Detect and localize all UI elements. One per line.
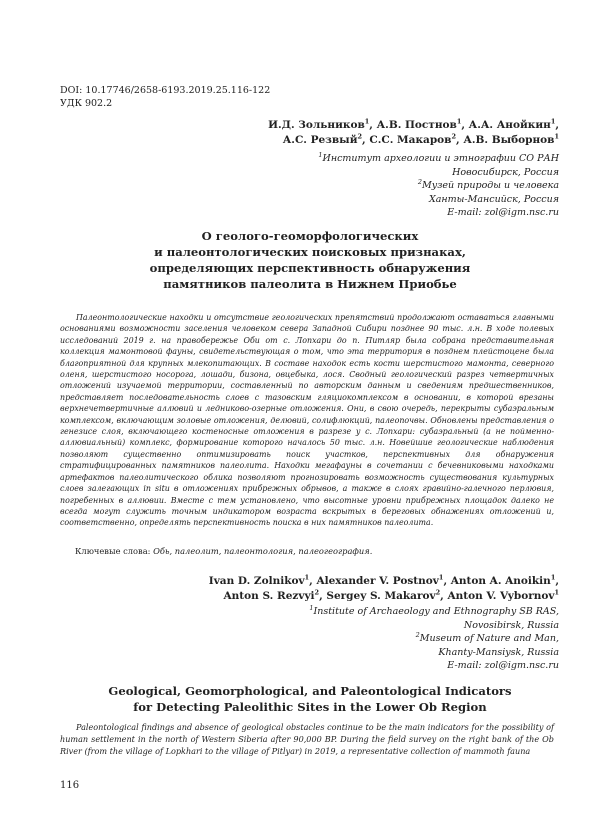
author-separator: ,	[443, 575, 451, 587]
affiliation-marker: 2	[451, 132, 457, 141]
author-separator: ,	[555, 119, 559, 131]
author-separator: ,	[456, 134, 464, 146]
affiliation-text: Институт археологии и этнографии СО РАН	[322, 153, 559, 164]
affiliation-1-line1	[259, 605, 559, 619]
affiliation-text: Museum of Nature and Man,	[419, 633, 559, 644]
authors-en	[129, 574, 559, 604]
title-line: Geological, Geomorphological, and Paleontological Indicators	[108, 684, 512, 698]
affiliation-marker: 1	[318, 150, 323, 159]
author-name: Alexander V. Postnov	[316, 575, 439, 587]
author-name: Sergey S. Makarov	[326, 590, 436, 602]
authors-ru	[139, 118, 559, 148]
affiliation-1-line2: Новосибирск, Россия	[452, 166, 559, 178]
doi[interactable]: DOI: 10.17746/2658-6193.2019.25.116-122	[60, 85, 271, 96]
affiliation-2-line1	[259, 632, 559, 646]
article-title-ru	[60, 228, 560, 292]
author-name: Ivan D. Zolnikov	[208, 575, 305, 587]
affiliation-marker: 1	[550, 573, 556, 582]
author-name: А.В. Выборнов	[463, 134, 555, 146]
affiliation-2-line1	[259, 179, 559, 193]
author-name: А.А. Анойкин	[468, 119, 551, 131]
article-title-en	[60, 683, 560, 715]
affiliations-ru	[259, 152, 559, 220]
keywords-text: Обь, палеолит, палеонтология, палеогеография.	[153, 546, 373, 556]
author-separator: ,	[309, 575, 317, 587]
udk: УДК 902.2	[60, 98, 113, 109]
abstract-en: Paleontological findings and absence of geological obstacles continue to be the main indicators for the possibility of human settlement in the north of Western Siberia after 90,000 BP. During the field survey on the right bank of the Ob River (from the village of Lopkhari to the village of Pitlyar) in 2019, a representative collection of mammoth fauna	[60, 722, 554, 756]
title-line: определяющих перспективность обнаружения	[149, 261, 471, 275]
affiliation-marker: 1	[364, 117, 370, 126]
authors-en-line2	[129, 589, 559, 604]
affiliation-marker: 1	[309, 603, 314, 612]
title-line: и палеонтологических поисковых признаках,	[154, 245, 466, 259]
title-line: for Detecting Paleolithic Sites in the Lower Ob Region	[133, 700, 487, 714]
affiliation-marker: 2	[417, 177, 422, 186]
author-name: А.В. Постнов	[376, 119, 457, 131]
affiliation-text: Музей природы и человека	[421, 180, 559, 191]
keywords-ru	[75, 546, 555, 557]
author-separator: ,	[369, 119, 377, 131]
author-name: И.Д. Зольников	[268, 119, 365, 131]
affiliation-marker: 1	[554, 588, 559, 597]
author-separator: ,	[362, 134, 370, 146]
affiliation-1-line1	[259, 152, 559, 166]
affiliation-marker: 1	[550, 117, 556, 126]
affiliation-marker: 1	[554, 132, 559, 141]
affiliation-marker: 2	[314, 588, 320, 597]
affiliation-marker: 1	[304, 573, 310, 582]
article-meta	[60, 84, 270, 110]
title-line: О геолого-геоморфологических	[201, 229, 419, 243]
affiliation-marker: 2	[357, 132, 363, 141]
affiliation-marker: 1	[438, 573, 444, 582]
author-separator: ,	[319, 590, 327, 602]
author-name: Anton S. Rezvyi	[223, 590, 315, 602]
affiliation-text: Institute of Archaeology and Ethnography SB RAS,	[313, 606, 559, 617]
affiliation-marker: 1	[456, 117, 462, 126]
keywords-label: Ключевые слова:	[75, 546, 154, 556]
affiliation-marker: 2	[435, 588, 441, 597]
affiliation-marker: 2	[415, 630, 420, 639]
email-ru[interactable]: E-mail: zol@igm.nsc.ru	[447, 207, 559, 218]
author-separator: ,	[440, 590, 448, 602]
affiliation-1-line2: Novosibirsk, Russia	[463, 619, 559, 631]
affiliations-en	[259, 605, 559, 673]
author-separator: ,	[461, 119, 469, 131]
email-en[interactable]: E-mail: zol@igm.nsc.ru	[447, 660, 559, 671]
authors-ru-line2	[139, 133, 559, 148]
affiliation-2-line2: Khanty-Mansiysk, Russia	[438, 646, 559, 658]
abstract-ru: Палеонтологические находки и отсутствие геологических препятствий продолжают оставаться главными основаниями возможности заселения человеком севера Западной Сибири позднее 90 тыс. л.н. В ходе полевых исследований 2019 г. на правобережье Оби от с. Лопхари до п. Питляр была собрана представительная коллекция мамонтовой фауны, свидетельствующая о том, что эта территория в позднем плейстоцене была благоприятной для крупных млекопитающих. В составе находок есть кости шерстистого мамонта, северного оленя, шерстистого носорога, лошади, бизона, овцебыка, лося. Сводный геологический разрез четвертичных отложений изучаемой территории, составленный по авторским данным и сведениям предшественников, представляет последовательность слоев с тазовским гляциокомплексом в основании, в которой врезаны верхнечетвертичные аллювий и ледниково-озерные отложения. Они, в свою очередь, перекрыты субаэральным комплексом, включающим золовые отложения, делювий, солифлюкций, палеопочвы. Обновлены представления о генезисе слоя, включающего костеносные отложения в разрезе у с. Лопхари: субаэральный (а не пойменно-аллювиальный) комплекс, формирование которого началось 50 тыс. л.н. Новейшие геологические наблюдения позволяют существенно оптимизировать поиск участков, перспективных для обнаружения стратифицированных памятников палеолита. Находки мегафауны в сочетании с бечевниковыми находками артефактов палеолитического облика позволяют прогнозировать возможность существования культурных слоев залегающих in situ в отложениях прибрежных обрывов, а также в слоях гравийно-галечного перлювия, погребенных в аллювии. Вместе с тем установлено, что высотные уровни прибрежных площадок далеко не всегда могут служить точным индикатором возраста вскрытых в береговых обнажениях отложений и, соответственно, определять перспективность поиска в них памятников палеолита.	[60, 313, 554, 528]
author-separator: ,	[555, 575, 559, 587]
page-number: 116	[60, 780, 80, 791]
author-name: Anton A. Anoikin	[450, 575, 551, 587]
authors-en-line1	[129, 574, 559, 589]
title-line: памятников палеолита в Нижнем Приобье	[163, 277, 457, 291]
authors-ru-line1	[139, 118, 559, 133]
author-name: А.С. Резвый	[282, 134, 358, 146]
author-name: С.С. Макаров	[369, 134, 452, 146]
affiliation-2-line2: Ханты-Мансийск, Россия	[428, 193, 559, 205]
author-name: Anton V. Vybornov	[447, 590, 555, 602]
